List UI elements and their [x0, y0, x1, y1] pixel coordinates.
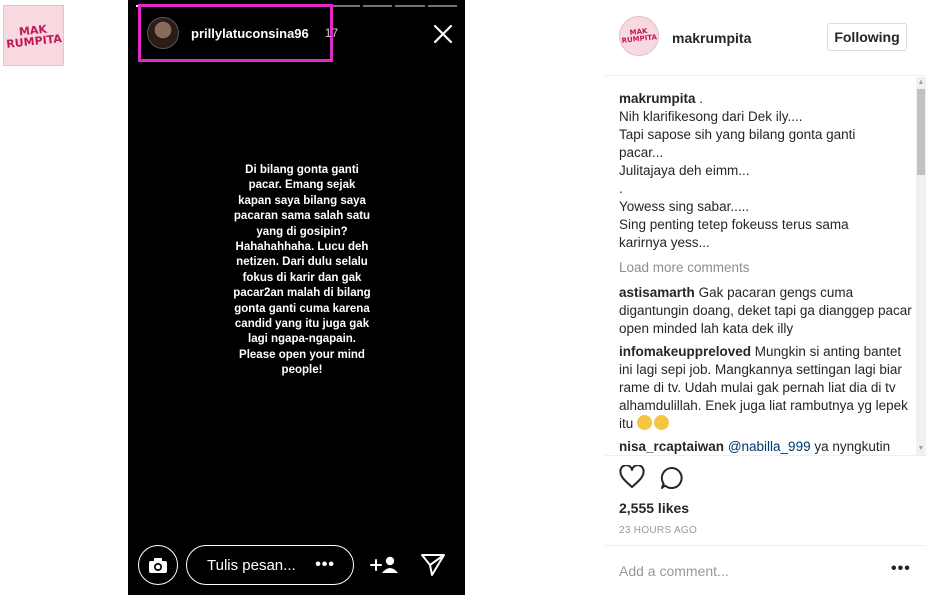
load-more-comments-link[interactable]: Load more comments — [619, 260, 750, 275]
comment — [619, 284, 915, 338]
caption — [619, 90, 915, 252]
add-comment-bar — [605, 545, 926, 595]
scroll-up-icon[interactable]: ▲ — [917, 79, 925, 86]
camera-icon[interactable] — [138, 545, 178, 585]
reply-input[interactable] — [186, 545, 354, 585]
comment-text: Mungkin si anting bantet ini lagi sepi job. Mangkannya settingan lagi biar rame di tv. Udah mulai gak pernah liat dia di tv alhamdulillah. Enek juga liat rambutnya yg lepek itu — [619, 344, 908, 431]
more-options-icon[interactable]: ••• — [315, 556, 335, 573]
add-user-icon[interactable] — [370, 555, 400, 580]
caption-line: Yowess sing sabar..... — [619, 199, 750, 214]
comment-mention[interactable]: @nabilla_999 — [727, 439, 811, 454]
heart-icon[interactable] — [619, 465, 645, 494]
story-progress-segment — [363, 5, 392, 7]
scrollbar-thumb[interactable] — [917, 89, 925, 175]
emoji-icon — [637, 415, 652, 430]
post-header — [605, 0, 926, 76]
caption-username[interactable]: makrumpita — [619, 91, 696, 106]
reply-placeholder: Tulis pesan... — [207, 556, 296, 574]
post-timestamp: 23 HOURS AGO — [619, 525, 698, 536]
comment-icon[interactable] — [660, 466, 684, 495]
comment — [619, 438, 915, 454]
comment-text: Gak pacaran gengs cuma digantungin doang, deket tapi ga dianggep pacar open minded lah kata dek illy — [619, 285, 912, 336]
comment — [619, 343, 915, 433]
caption-line: Julitajaya deh eimm... — [619, 163, 750, 178]
story-text: Di bilang gonta ganti pacar. Emang sejak kapan saya bilang saya pacaran sama salah satu yang di gosipin? Hahahahhaha. Lucu deh netizen. Dari dulu selalu fokus di karir dan gak pacar2an malah di bilang gonta ganti cuma karena candid yang itu juga gak lagi ngapa-ngapain. Please open your mind people! — [233, 164, 371, 377]
comment-username[interactable]: infomakeuppreloved — [619, 344, 752, 359]
comment-username[interactable]: nisa_rcaptaiwan — [619, 439, 725, 454]
caption-line: Nih klarifikesong dari Dek ily.... — [619, 109, 803, 124]
send-icon[interactable] — [420, 553, 446, 582]
brand-logo — [3, 5, 64, 66]
caption-line: Sing penting tetep fokeuss terus sama — [619, 217, 849, 232]
story-username[interactable]: prillylatuconsina96 — [191, 25, 309, 41]
emoji-icon — [654, 415, 669, 430]
comment-username[interactable]: astisamarth — [619, 285, 695, 300]
story-viewer — [128, 0, 465, 595]
caption-line: pacar... — [619, 145, 664, 160]
more-options-icon[interactable]: ••• — [891, 560, 911, 577]
add-comment-input[interactable]: Add a comment... — [619, 563, 729, 579]
story-progress-segment — [428, 5, 457, 7]
story-avatar[interactable] — [147, 17, 179, 49]
story-time: 17 — [324, 26, 339, 40]
story-progress-segment — [395, 5, 424, 7]
story-progress-segment — [330, 5, 359, 7]
post-actions — [605, 455, 926, 545]
post-avatar[interactable] — [619, 16, 659, 56]
likes-count[interactable]: 2,555 likes — [619, 500, 690, 516]
post-panel — [605, 0, 926, 595]
caption-line: . — [699, 91, 704, 106]
story-header[interactable] — [138, 4, 339, 62]
comments-list[interactable] — [619, 90, 915, 454]
post-avatar-logo-text: MAK RUMPITA — [621, 27, 658, 45]
comments-scrollbar[interactable] — [916, 77, 926, 455]
following-button[interactable]: Following — [827, 23, 907, 51]
post-username[interactable]: makrumpita — [672, 30, 752, 46]
scroll-down-icon[interactable]: ▼ — [917, 445, 925, 452]
caption-line: . — [619, 181, 623, 196]
comment-text: ya nyngkutin — [814, 439, 891, 454]
caption-line: Tapi sapose sih yang bilang gonta ganti — [619, 127, 856, 142]
brand-logo-text: MAK RUMPITA — [5, 22, 63, 51]
story-reply-bar — [128, 543, 465, 587]
caption-line: karirnya yess... — [619, 235, 710, 250]
close-icon[interactable] — [431, 22, 455, 46]
